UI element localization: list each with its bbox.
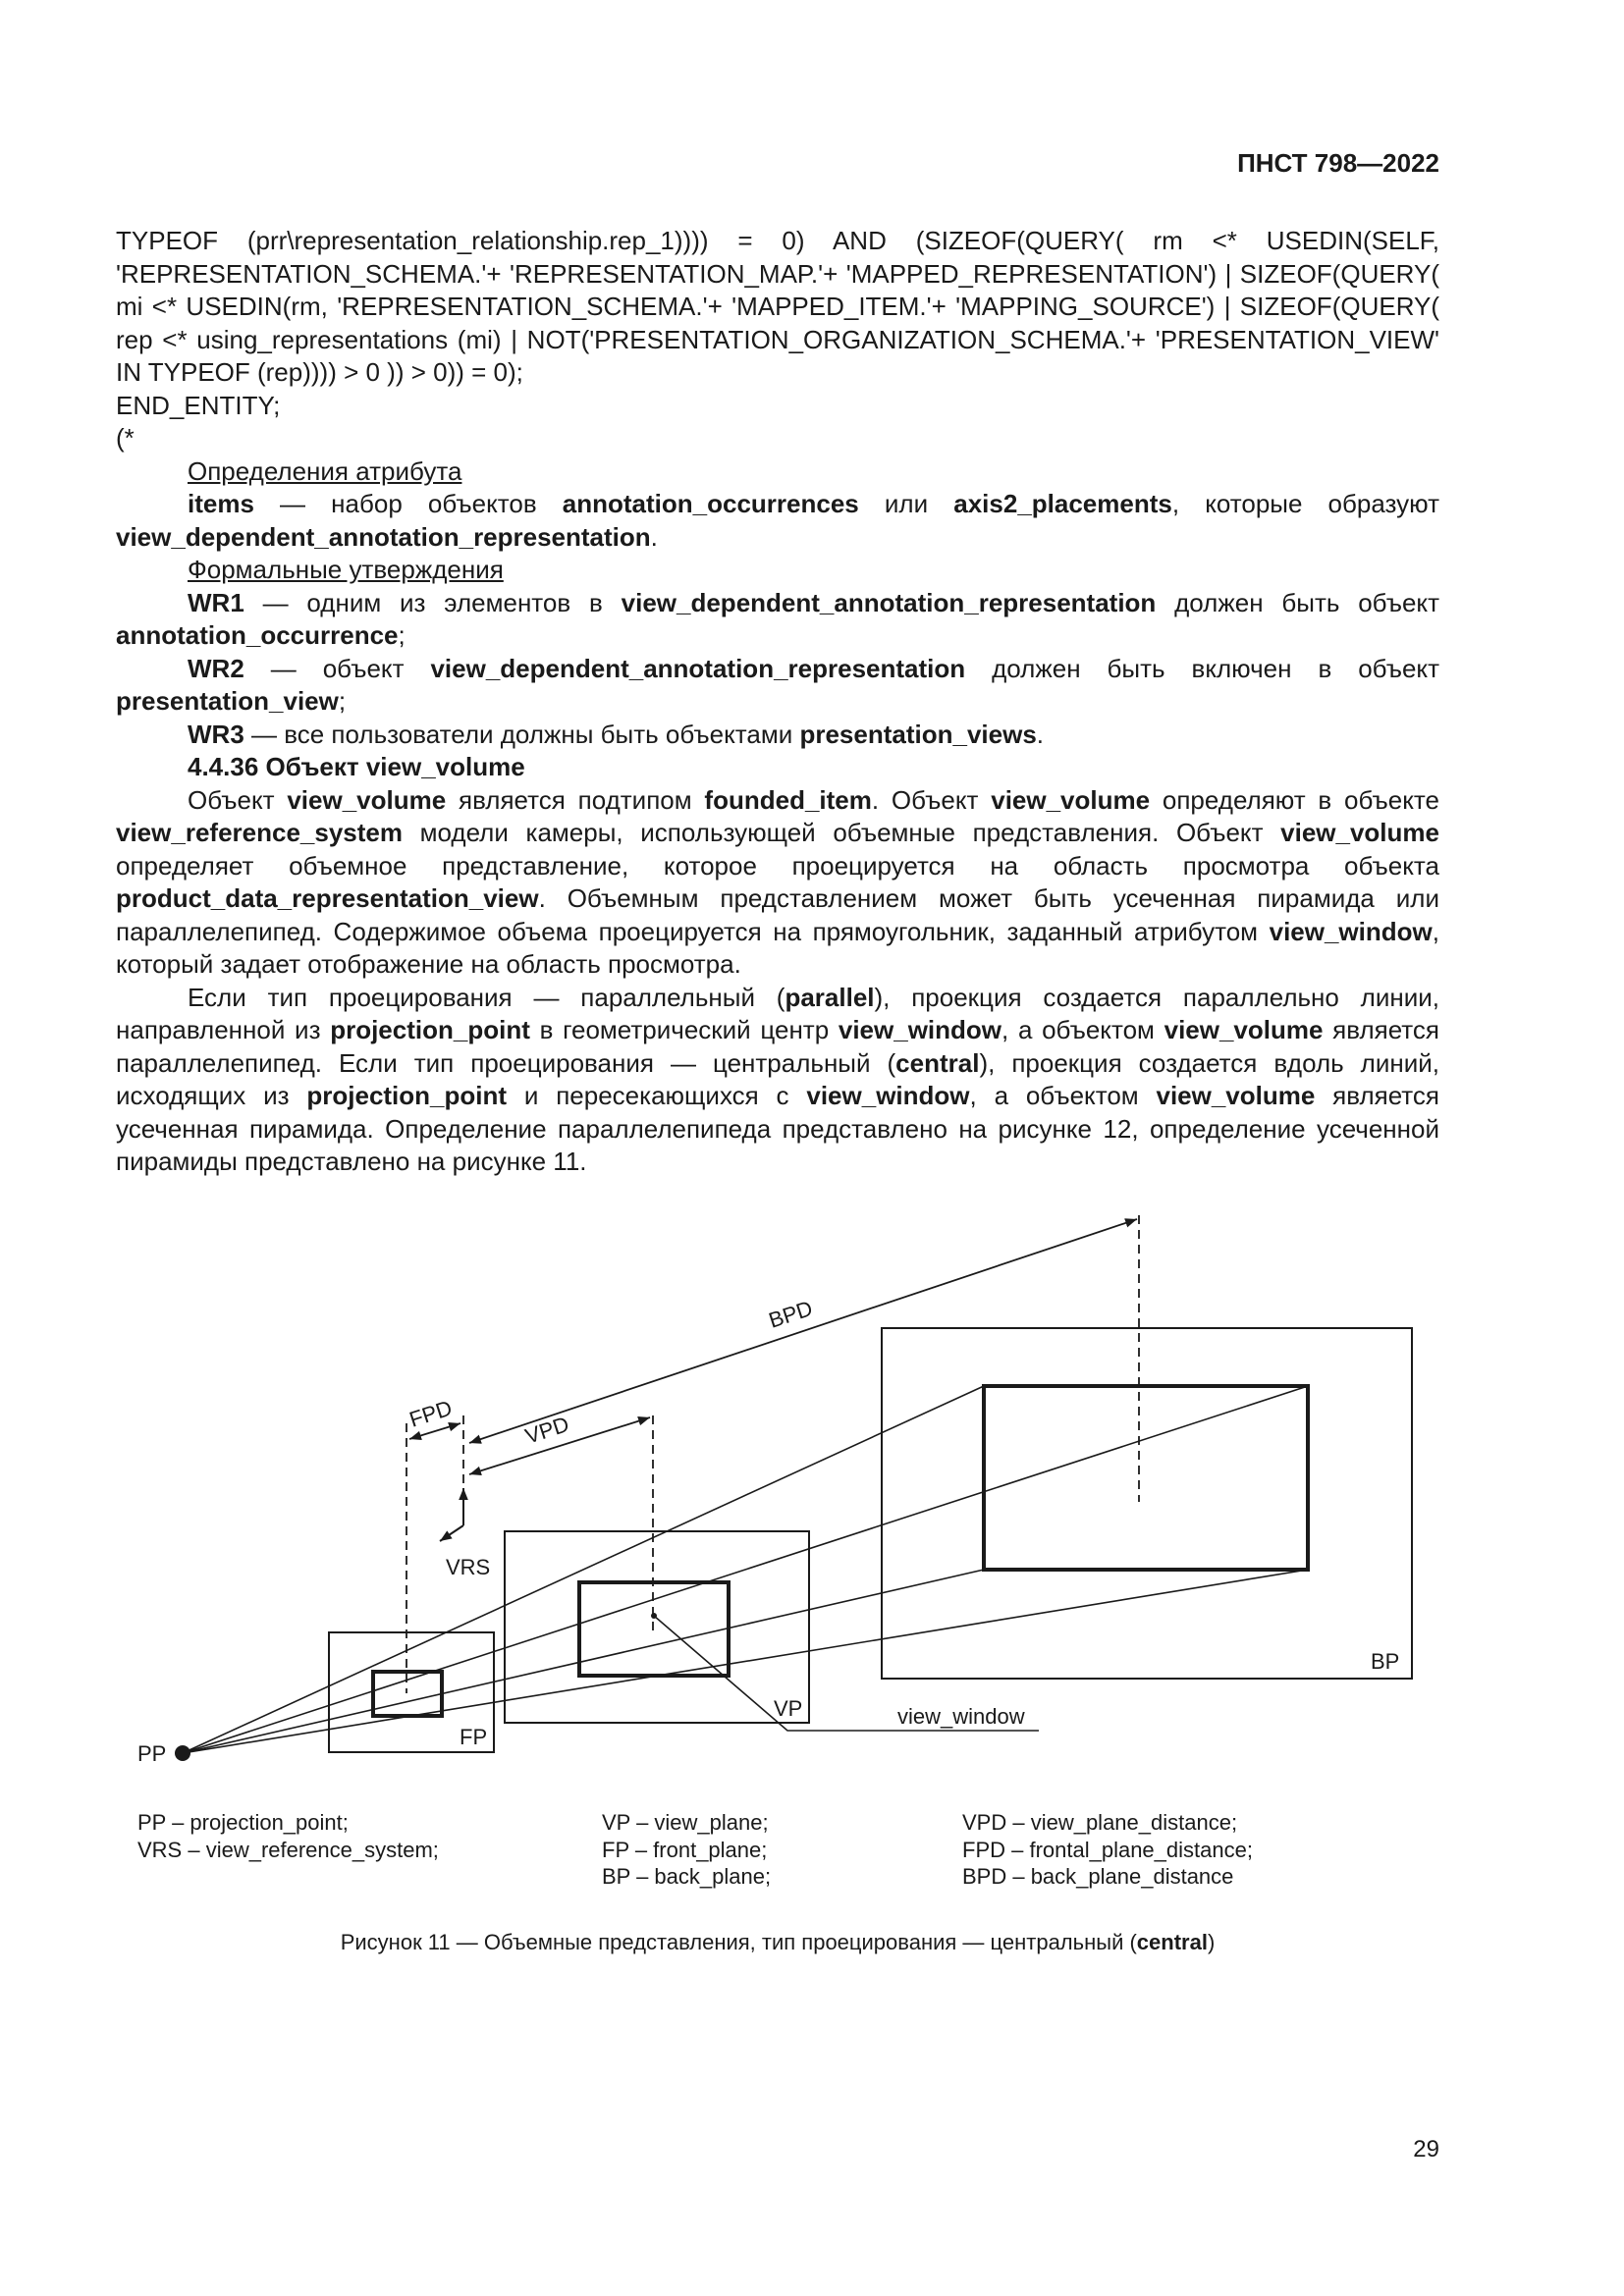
label-fpd: FPD	[406, 1395, 456, 1432]
paragraph-projection-type	[116, 982, 1439, 1179]
attributes-heading: Определения атрибута	[188, 455, 462, 486]
label-vrs: VRS	[446, 1555, 491, 1579]
formal-heading: Формальные утверждения	[188, 555, 504, 584]
text-run: product_data_representation_view	[116, 883, 539, 913]
figure-11	[116, 1198, 1439, 1954]
legend-item: VP – view_plane;	[602, 1810, 769, 1835]
code-comment-open: (*	[116, 423, 135, 453]
text-run: определяют в объекте	[1150, 784, 1439, 815]
view-volume-diagram	[116, 1198, 1439, 1767]
text-run: Объект	[188, 784, 288, 815]
legend-column-1	[137, 1809, 439, 1863]
label-vpd: VPD	[521, 1411, 572, 1449]
legend-item: BP – back_plane;	[602, 1864, 772, 1889]
page-number: 29	[1413, 2136, 1439, 2163]
text-run: определяет объемное представление, которое проецируется на область просмотра объекта	[116, 850, 1439, 881]
text-run: модели камеры, использующей объемные представления. Объект	[402, 818, 1281, 847]
text-run: является усеченная пирамида. Определение параллелепипеда представлено на рисунке 12, определение усеченной пирамиды представлено на рисунке 11.	[116, 1081, 1439, 1176]
leader-dot	[651, 1613, 657, 1619]
document-id: ПНСТ 798—2022	[1237, 148, 1439, 178]
text-run: view_volume	[1280, 818, 1439, 847]
legend-column-2	[602, 1809, 771, 1891]
legend-column-3	[962, 1809, 1253, 1891]
text-run: ), проекция создается параллельно линии, направленной из	[116, 982, 1440, 1044]
code-line: TYPEOF (prr\representation_relationship.rep_1)))) = 0) AND (SIZEOF(QUERY( rm <* USEDIN(SELF, 'REPRESENTATION_SCHEMA.'+ 'REPRESENTATION_MAP.'+ 'MAPPED_REPRESENTATION') | SIZEOF(QUERY( mi <* USEDIN(rm, 'REPRESENTATION_SCHEMA.'+ 'MAPPED_ITEM.'+ 'MAPPING_SOURCE') | SIZEOF(QUERY( rep <* using_representations (mi) | NOT('PRESENTATION_ORGANIZATION_SCHEMA.'+ 'PRESENTATION_VIEW' IN TYPEOF (rep)))) > 0 )) > 0)) = 0);	[116, 226, 1439, 387]
label-bpd: BPD	[765, 1295, 816, 1333]
text-run: view_window	[1269, 916, 1433, 946]
text-run: founded_item	[704, 784, 872, 815]
vrs-axis-horizontal	[440, 1525, 463, 1541]
back-window-rect	[984, 1386, 1308, 1570]
text-run: в геометрический центр	[529, 1015, 839, 1044]
text-run: parallel	[785, 982, 875, 1012]
text-run: view_volume	[1156, 1081, 1316, 1110]
legend-item: VRS – view_reference_system;	[137, 1837, 439, 1862]
text-run: и пересекающихся с	[507, 1081, 807, 1110]
text-run: . Объект	[871, 784, 992, 815]
text-run: ), проекция создается вдоль линий, исходящих из	[116, 1047, 1439, 1110]
text-run: view_window	[806, 1081, 970, 1110]
label-view-window: view_window	[897, 1704, 1025, 1729]
legend-item: PP – projection_point;	[137, 1810, 349, 1835]
dashed-guides	[406, 1215, 1139, 1693]
legend-item: FP – front_plane;	[602, 1837, 768, 1862]
text-run: view_reference_system	[116, 818, 403, 847]
text-run: projection_point	[330, 1015, 530, 1044]
label-vp: VP	[774, 1696, 803, 1721]
text-run: view_volume	[1164, 1015, 1324, 1044]
text-run: , который задает отображение на область просмотра.	[116, 916, 1439, 979]
text-run: является параллелепипед. Если тип проецирования — центральный (	[116, 1015, 1439, 1078]
text-run: , а объектом	[969, 1081, 1157, 1110]
text-run: view_volume	[991, 784, 1151, 815]
rule-wr2: WR2 — объект view_dependent_annotation_representation должен быть включен в объект presentation_view;	[116, 653, 1439, 716]
projection-point-dot	[175, 1745, 190, 1761]
figure-caption: Рисунок 11 — Объемные представления, тип проецирования — центральный (central)	[340, 1930, 1216, 1954]
main-text	[116, 225, 1439, 1179]
attribute-items: items — набор объектов annotation_occurrences или axis2_placements, которые образуют view_dependent_annotation_representation.	[116, 489, 1439, 552]
text-run: view_volume	[287, 784, 447, 815]
text-run: . Объемным представлением может быть усеченная пирамида или параллелепипед. Содержимое объема проецируется на прямоугольник, заданный атрибутом	[116, 883, 1439, 946]
view-plane-rect	[505, 1531, 809, 1723]
code-end-entity: END_ENTITY;	[116, 390, 281, 420]
label-fp: FP	[460, 1725, 488, 1749]
legend-item: FPD – frontal_plane_distance;	[962, 1837, 1253, 1862]
text-run: , а объектом	[1001, 1015, 1164, 1044]
section-title: 4.4.36 Объект view_volume	[188, 752, 525, 781]
label-pp: PP	[137, 1741, 167, 1766]
bpd-dimension-line	[469, 1219, 1137, 1443]
label-bp: BP	[1371, 1649, 1400, 1674]
legend-item: BPD – back_plane_distance	[962, 1864, 1234, 1889]
rule-wr1: WR1 — одним из элементов в view_dependent_annotation_representation должен быть объект annotation_occurrence;	[116, 587, 1439, 650]
rule-wr3: WR3 — все пользователи должны быть объектами presentation_views.	[188, 719, 1045, 749]
text-run: view_window	[838, 1015, 1002, 1044]
text-run: projection_point	[306, 1081, 508, 1110]
text-run: является подтипом	[446, 784, 705, 815]
text-run: Если тип проецирования — параллельный (	[188, 982, 785, 1012]
text-run: central	[895, 1047, 980, 1078]
front-window-rect	[373, 1672, 442, 1716]
legend-item: VPD – view_plane_distance;	[962, 1810, 1238, 1835]
paragraph-view-volume	[116, 784, 1439, 982]
